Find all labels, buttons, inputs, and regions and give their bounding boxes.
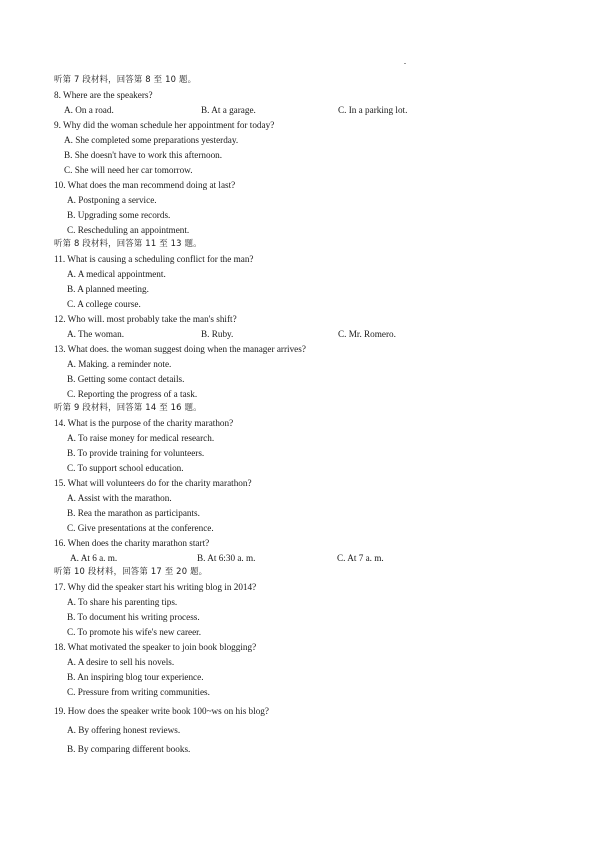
question-16-option-a: A. At 6 a. m. <box>70 553 118 563</box>
question-16-option-b: B. At 6:30 a. m. <box>197 553 256 563</box>
question-17-option-b: B. To document his writing process. <box>67 612 200 622</box>
question-11-option-b: B. A planned meeting. <box>67 284 149 294</box>
question-19-stem: 19. How does the speaker write book 100~ws on his blog? <box>54 706 269 716</box>
question-16-stem: 16. When does the charity marathon start? <box>54 538 210 548</box>
question-8-option-a: A. On a road. <box>64 105 114 115</box>
question-9-stem: 9. Why did the woman schedule her appointment for today? <box>54 120 275 130</box>
question-11-option-c: C. A college course. <box>67 299 141 309</box>
question-10-option-a: A. Postponing a service. <box>67 195 157 205</box>
question-9-option-c: C. She will need her car tomorrow. <box>64 165 193 175</box>
question-18-option-a: A. A desire to sell his novels. <box>67 657 175 667</box>
question-14-option-c: C. To support school education. <box>67 463 184 473</box>
question-17-option-c: C. To promote his wife's new career. <box>67 627 202 637</box>
question-8-option-b: B. At a garage. <box>201 105 256 115</box>
question-13-option-b: B. Getting some contact details. <box>67 374 185 384</box>
question-18-stem: 18. What motivated the speaker to join book blogging? <box>54 642 257 652</box>
question-18-option-b: B. An inspiring blog tour experience. <box>67 672 204 682</box>
question-14-option-a: A. To raise money for medical research. <box>67 433 215 443</box>
question-10-option-c: C. Rescheduling an appointment. <box>67 225 190 235</box>
question-13-option-c: C. Reporting the progress of a task. <box>67 389 198 399</box>
section-heading-10: 听第 10 段材料，回答第 17 至 20 题。 <box>54 566 208 576</box>
question-11-stem: 11. What is causing a scheduling conflict for the man? <box>54 254 254 264</box>
question-16-option-c: C. At 7 a. m. <box>337 553 384 563</box>
question-11-option-a: A. A medical appointment. <box>67 269 166 279</box>
question-8-stem: 8. Where are the speakers? <box>54 90 153 100</box>
question-15-option-c: C. Give presentations at the conference. <box>67 523 214 533</box>
question-14-option-b: B. To provide training for volunteers. <box>67 448 205 458</box>
question-19-option-a: A. By offering honest reviews. <box>67 725 181 735</box>
question-15-option-b: B. Rea the marathon as participants. <box>67 508 200 518</box>
question-9-option-b: B. She doesn't have to work this afternoon. <box>64 150 223 160</box>
question-15-stem: 15. What will volunteers do for the charity marathon? <box>54 478 252 488</box>
question-12-option-a: A. The woman. <box>67 329 124 339</box>
section-heading-7: 听第 7 段材料，回答第 8 至 10 题。 <box>54 74 197 84</box>
section-heading-8: 听第 8 段材料，回答第 11 至 13 题。 <box>54 238 202 248</box>
question-13-option-a: A. Making. a reminder note. <box>67 359 172 369</box>
question-13-stem: 13. What does. the woman suggest doing when the manager arrives? <box>54 344 306 354</box>
question-15-option-a: A. Assist with the marathon. <box>67 493 172 503</box>
question-14-stem: 14. What is the purpose of the charity marathon? <box>54 418 234 428</box>
question-17-option-a: A. To share his parenting tips. <box>67 597 178 607</box>
question-9-option-a: A. She completed some preparations yesterday. <box>64 135 239 145</box>
question-17-stem: 17. Why did the speaker start his writing blog in 2014? <box>54 582 257 592</box>
question-12-option-b: B. Ruby. <box>201 329 234 339</box>
section-heading-9: 听第 9 段材料，回答第 14 至 16 题。 <box>54 402 202 412</box>
question-12-stem: 12. Who will. most probably take the man's shift? <box>54 314 237 324</box>
question-8-option-c: C. In a parking lot. <box>338 105 408 115</box>
question-18-option-c: C. Pressure from writing communities. <box>67 687 210 697</box>
question-10-option-b: B. Upgrading some records. <box>67 210 171 220</box>
question-10-stem: 10. What does the man recommend doing at last? <box>54 180 236 190</box>
scan-speck <box>404 63 406 64</box>
question-19-option-b: B. By comparing different books. <box>67 744 191 754</box>
question-12-option-c: C. Mr. Romero. <box>338 329 396 339</box>
